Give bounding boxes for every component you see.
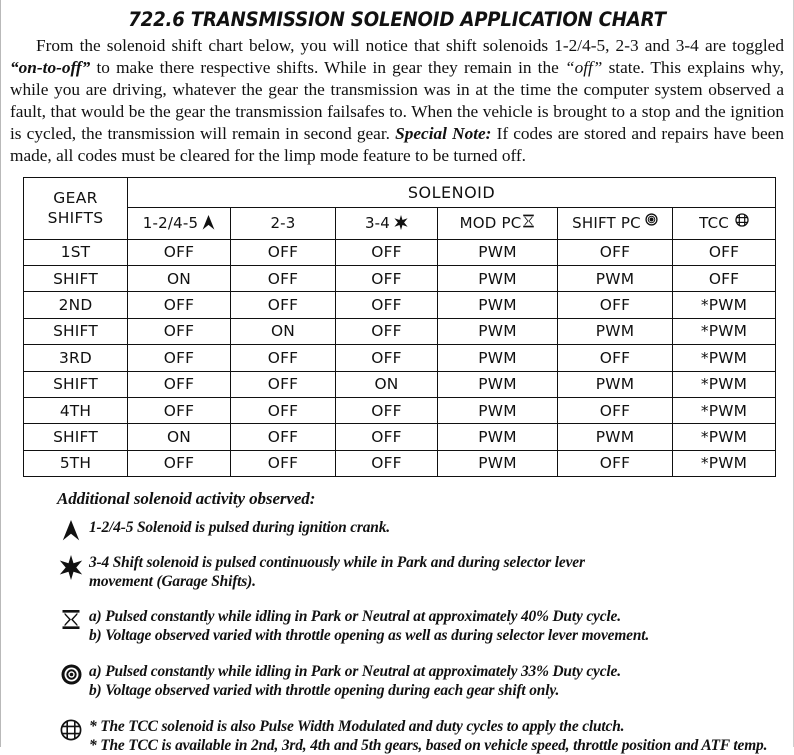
header-col-label: MOD PC [459, 214, 522, 233]
cell-2-3: OFF [231, 450, 336, 476]
header-gear-line1: GEAR [53, 189, 98, 208]
cell-1-2-4-5: OFF [128, 318, 231, 344]
footnote-line: b) Voltage observed varied with throttle opening as well as during selector lever movement. [89, 627, 650, 645]
cell-2-3: OFF [231, 371, 336, 397]
table-header-row-columns [24, 207, 776, 239]
table-row [24, 345, 776, 371]
intro-seg-7: If codes are stored and repairs have been made, all codes must be cleared for the limp mode feature to be turned off. [10, 124, 784, 166]
cell-gear: 4TH [24, 397, 128, 423]
cell-2-3: OFF [231, 292, 336, 318]
header-gear-line2: SHIFTS [47, 209, 104, 228]
cell-2-3: OFF [231, 345, 336, 371]
intro-seg-on-to-off: “on-to-off” [10, 58, 91, 78]
footnote-text [89, 717, 777, 755]
footnote-line: b) Voltage observed varied with throttle opening during each gear shift only. [89, 682, 560, 700]
header-col-mod-pc [438, 207, 558, 239]
cell-tcc: *PWM [673, 318, 776, 344]
footnote-item-3-4 [53, 553, 777, 592]
cell-mod-pc: PWM [438, 397, 558, 423]
header-col-shift-pc [558, 207, 673, 239]
cell-tcc: OFF [673, 239, 776, 265]
table-body [24, 239, 776, 477]
intro-paragraph [1, 33, 793, 168]
footnote-line: * The TCC is available in 2nd, 3rd, 4th and 5th gears, based on vehicle speed, throttle position and ATF temp. [89, 736, 768, 754]
cell-3-4: OFF [336, 397, 438, 423]
cell-2-3: OFF [231, 239, 336, 265]
cell-mod-pc: PWM [438, 345, 558, 371]
cell-gear: SHIFT [24, 424, 128, 450]
cell-shift-pc: PWM [558, 265, 673, 291]
cell-shift-pc: OFF [558, 292, 673, 318]
intro-seg-off: “off” [564, 58, 603, 78]
arrowhead-triangle-icon [53, 518, 89, 541]
bullseye-filled-circle-icon [53, 662, 89, 685]
footnote-line: a) Pulsed constantly while idling in Park or Neutral at approximately 33% Duty cycle. [89, 662, 621, 680]
cell-2-3: OFF [231, 397, 336, 423]
footnote-text [89, 607, 777, 646]
cell-3-4: OFF [336, 292, 438, 318]
solenoid-application-table [23, 177, 776, 478]
hourglass-bowtie-icon [522, 214, 535, 228]
footnote-text [89, 553, 777, 592]
footnote-line: movement (Garage Shifts). [89, 573, 256, 591]
cell-tcc: *PWM [673, 450, 776, 476]
cell-tcc: *PWM [673, 397, 776, 423]
table-row [24, 318, 776, 344]
header-col-label: SHIFT PC [572, 214, 641, 233]
cell-1-2-4-5: OFF [128, 450, 231, 476]
footnote-item-mod-pc [53, 607, 777, 646]
intro-seg-5: state. This explains why, while you are driving, whatever the gear the transmission was in at the time the computer system observed a fault, that would be the gear the transmission failsafes to. When the vehicle is brought to a stop and the ignition is cycled, the transmission will remain in second gear. [10, 58, 784, 144]
bullseye-filled-circle-icon [645, 213, 658, 226]
cell-3-4: OFF [336, 424, 438, 450]
cell-mod-pc: PWM [438, 292, 558, 318]
table-row [24, 424, 776, 450]
cell-3-4: OFF [336, 265, 438, 291]
cell-1-2-4-5: ON [128, 265, 231, 291]
footnote-text [89, 518, 777, 537]
cell-mod-pc: PWM [438, 424, 558, 450]
footnote-line: 1-2/4-5 Solenoid is pulsed during ignition crank. [89, 519, 390, 537]
table-row [24, 292, 776, 318]
six-point-star-icon [394, 215, 408, 230]
header-col-label: 3-4 [364, 214, 391, 233]
footnote-item-1-2-4-5 [53, 518, 777, 541]
table-row [24, 397, 776, 423]
table-row [24, 239, 776, 265]
cell-tcc: OFF [673, 265, 776, 291]
table-header-row-top [24, 177, 776, 207]
table-row [24, 371, 776, 397]
cell-shift-pc: OFF [558, 397, 673, 423]
cell-1-2-4-5: OFF [128, 239, 231, 265]
cell-1-2-4-5: OFF [128, 345, 231, 371]
cell-tcc: *PWM [673, 424, 776, 450]
cell-gear: SHIFT [24, 371, 128, 397]
solenoid-chart-container [1, 168, 793, 478]
cell-2-3: ON [231, 318, 336, 344]
header-col-label: 1-2/4-5 [142, 214, 199, 233]
six-point-star-icon [53, 553, 89, 580]
cell-gear: 5TH [24, 450, 128, 476]
hourglass-bowtie-icon [53, 607, 89, 630]
cell-2-3: OFF [231, 424, 336, 450]
cell-gear: 2ND [24, 292, 128, 318]
footnote-text [89, 662, 777, 701]
header-col-2-3 [231, 207, 336, 239]
footnote-item-tcc [53, 717, 777, 755]
cell-1-2-4-5: OFF [128, 292, 231, 318]
cell-shift-pc: PWM [558, 371, 673, 397]
cell-tcc: *PWM [673, 345, 776, 371]
header-col-tcc [673, 207, 776, 239]
footnote-item-shift-pc [53, 662, 777, 701]
header-solenoid-group: SOLENOID [128, 177, 776, 207]
barred-circle-icon [735, 213, 749, 227]
cell-mod-pc: PWM [438, 318, 558, 344]
cell-gear: 1ST [24, 239, 128, 265]
cell-shift-pc: OFF [558, 345, 673, 371]
cell-3-4: OFF [336, 345, 438, 371]
cell-3-4: OFF [336, 318, 438, 344]
cell-shift-pc: PWM [558, 318, 673, 344]
cell-3-4: ON [336, 371, 438, 397]
cell-3-4: OFF [336, 450, 438, 476]
footnotes-section [1, 477, 793, 755]
cell-shift-pc: OFF [558, 239, 673, 265]
cell-1-2-4-5: OFF [128, 397, 231, 423]
cell-mod-pc: PWM [438, 450, 558, 476]
cell-tcc: *PWM [673, 292, 776, 318]
cell-gear: SHIFT [24, 265, 128, 291]
footnote-line: a) Pulsed constantly while idling in Park or Neutral at approximately 40% Duty cycle. [89, 607, 621, 625]
intro-seg-3: to make there respective shifts. While in gear they remain in the [90, 58, 565, 78]
page-title: 722.6 TRANSMISSION SOLENOID APPLICATION CHART [128, 8, 666, 31]
header-col-label: 2-3 [270, 214, 296, 233]
intro-seg-1: From the solenoid shift chart below, you will notice that shift solenoids 1-2/4-5, 2-3 and 3-4 are toggled [36, 36, 784, 55]
header-col-3-4 [336, 207, 438, 239]
cell-shift-pc: PWM [558, 424, 673, 450]
footnotes-heading: Additional solenoid activity observed: [57, 489, 316, 509]
cell-mod-pc: PWM [438, 371, 558, 397]
cell-shift-pc: OFF [558, 450, 673, 476]
barred-circle-icon [53, 717, 89, 741]
cell-mod-pc: PWM [438, 265, 558, 291]
footnote-line: 3-4 Shift solenoid is pulsed continuously while in Park and during selector lever [89, 554, 585, 572]
intro-seg-special-note: Special Note: [395, 124, 492, 144]
cell-gear: 3RD [24, 345, 128, 371]
arrowhead-triangle-icon [202, 215, 215, 230]
cell-mod-pc: PWM [438, 239, 558, 265]
table-row [24, 265, 776, 291]
cell-3-4: OFF [336, 239, 438, 265]
cell-1-2-4-5: OFF [128, 371, 231, 397]
header-gear-shifts [24, 177, 128, 239]
cell-2-3: OFF [231, 265, 336, 291]
cell-1-2-4-5: ON [128, 424, 231, 450]
cell-gear: SHIFT [24, 318, 128, 344]
header-col-1-2-4-5 [128, 207, 231, 239]
header-col-label: TCC [699, 214, 729, 233]
footnote-line: * The TCC solenoid is also Pulse Width Modulated and duty cycles to apply the clutch. [89, 717, 625, 735]
table-row [24, 450, 776, 476]
cell-tcc: *PWM [673, 371, 776, 397]
